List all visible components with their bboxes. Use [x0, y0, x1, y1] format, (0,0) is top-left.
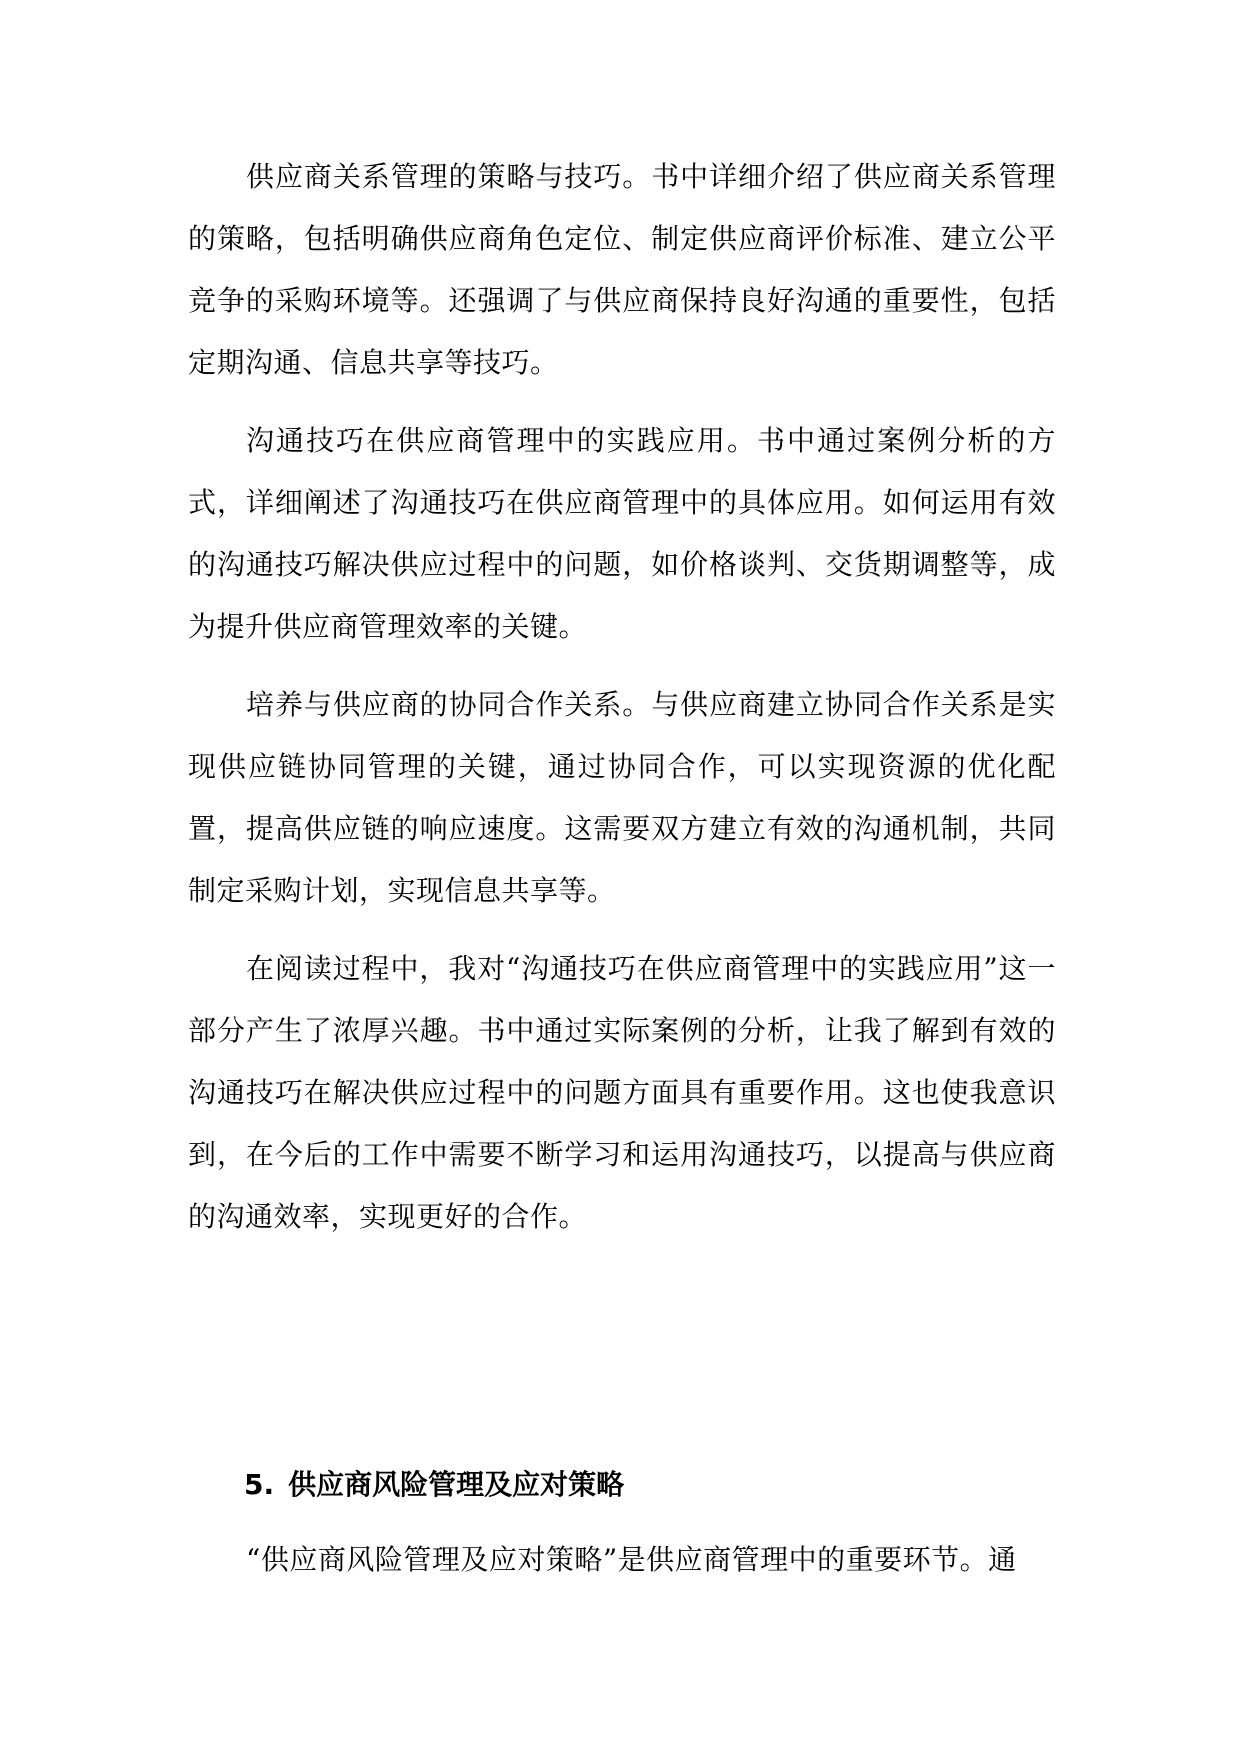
paragraph-reading-reflection: 在阅读过程中，我对“沟通技巧在供应商管理中的实践应用”这一部分产生了浓厚兴趣。书中通过实际案例的分析，让我了解到有效的沟通技巧在解决供应过程中的问题方面具有重要作用。这也使我意识到，在今后的工作中需要不断学习和运用沟通技巧，以提高与供应商的沟通效率，实现更好的合作。: [188, 952, 1056, 1233]
paragraph-communication-practice: 沟通技巧在供应商管理中的实践应用。书中通过案例分析的方式，详细阐述了沟通技巧在供应商管理中的具体应用。如何运用有效的沟通技巧解决供应过程中的问题，如价格谈判、交货期调整等，成为提升供应商管理效率的关键。: [188, 424, 1056, 643]
section-heading: [244, 1465, 624, 1505]
paragraph-supplier-relationship-strategy: 供应商关系管理的策略与技巧。书中详细介绍了供应商关系管理的策略，包括明确供应商角色定位、制定供应商评价标准、建立公平竞争的采购环境等。还强调了与供应商保持良好沟通的重要性，包括定期沟通、信息共享等技巧。: [188, 160, 1056, 379]
section-number: 5.: [244, 1468, 275, 1501]
paragraph-collaboration-relationship: 培养与供应商的协同合作关系。与供应商建立协同合作关系是实现供应链协同管理的关键，通过协同合作，可以实现资源的优化配置，提高供应链的响应速度。这需要双方建立有效的沟通机制，共同制定采购计划，实现信息共享等。: [188, 688, 1056, 907]
paragraph-risk-management-intro: “供应商风险管理及应对策略”是供应商管理中的重要环节。通: [246, 1543, 1017, 1576]
section-title: 供应商风险管理及应对策略: [288, 1468, 625, 1501]
document-body: [188, 146, 1056, 1264]
